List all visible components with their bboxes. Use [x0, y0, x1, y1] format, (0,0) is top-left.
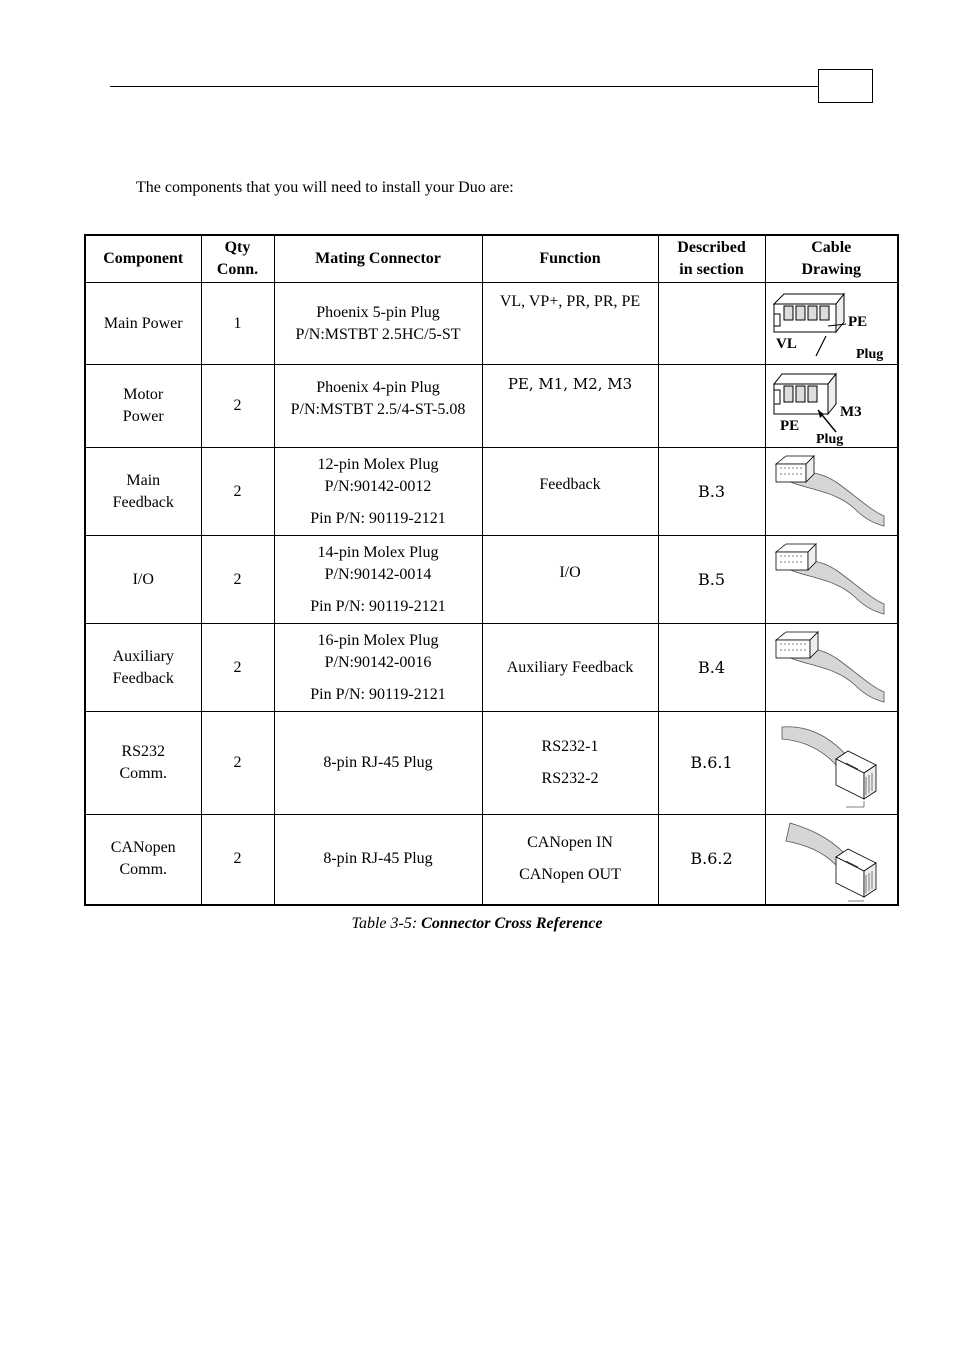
- mating-text: P/N:90142-0016: [324, 653, 432, 671]
- table-header-row: [85, 235, 898, 283]
- component-text: I/O: [132, 570, 154, 588]
- drawing-label-pe: PE: [848, 313, 868, 330]
- component-text: Feedback: [112, 493, 174, 511]
- header-component: Component: [85, 235, 201, 283]
- cell-component: [85, 536, 201, 624]
- header-described-line2: in section: [679, 261, 744, 278]
- mating-text: P/N:90142-0012: [324, 477, 432, 495]
- cell-mating: [274, 815, 482, 905]
- header-drawing: [765, 235, 898, 283]
- drawing-label-pe: PE: [780, 418, 800, 434]
- table-row: [85, 536, 898, 624]
- cell-component: [85, 815, 201, 905]
- phoenix-4pin-plug-drawing: [766, 366, 896, 446]
- table-row: [85, 712, 898, 815]
- cell-mating: [274, 283, 482, 365]
- cell-function: [482, 448, 658, 536]
- mating-text: 8-pin RJ-45 Plug: [323, 850, 433, 868]
- cell-component: [85, 624, 201, 712]
- table-row: [85, 365, 898, 448]
- page-number-box: [818, 69, 873, 103]
- drawing-label-m3: M3: [840, 404, 862, 420]
- mating-text: 14-pin Molex Plug: [317, 543, 439, 561]
- header-qty-line2: Conn.: [216, 261, 259, 278]
- cell-mating: [274, 365, 482, 448]
- cell-function: [482, 536, 658, 624]
- cell-drawing: [765, 365, 898, 448]
- table-row: [85, 815, 898, 905]
- function-text: CANopen IN: [527, 834, 613, 852]
- cell-qty: 2: [201, 536, 274, 624]
- mating-text: 8-pin RJ-45 Plug: [323, 754, 433, 771]
- header-mating: Mating Connector: [274, 235, 482, 283]
- component-text: Comm.: [119, 765, 168, 782]
- component-text: Motor: [123, 386, 164, 403]
- header-qty: [201, 235, 274, 283]
- mating-text: Phoenix 5-pin Plug: [316, 303, 440, 321]
- cell-component: [85, 712, 201, 815]
- function-text: Auxiliary Feedback: [506, 658, 634, 676]
- drawing-label-plug: Plug: [856, 346, 884, 362]
- cell-component: [85, 448, 201, 536]
- rj45-cable-drawing: [766, 815, 896, 903]
- function-text: Feedback: [539, 476, 601, 493]
- cell-drawing: [765, 815, 898, 905]
- mating-text: 12-pin Molex Plug: [317, 455, 439, 473]
- header-function: Function: [482, 235, 658, 283]
- cell-drawing: [765, 283, 898, 365]
- function-text: RS232-1: [541, 738, 599, 755]
- function-text: I/O: [559, 564, 581, 581]
- caption-prefix: Table 3-5:: [351, 915, 422, 932]
- function-text: PE, M1, M2, M3: [507, 375, 633, 393]
- molex-16pin-cable-drawing: [766, 626, 896, 710]
- cell-function: [482, 712, 658, 815]
- cell-qty: 2: [201, 624, 274, 712]
- cell-section: [658, 283, 765, 365]
- cell-component: [85, 283, 201, 365]
- cell-qty: 2: [201, 815, 274, 905]
- cell-function: [482, 365, 658, 448]
- cell-section: B.4: [658, 624, 765, 712]
- cell-function: [482, 283, 658, 365]
- rj45-cable-drawing: [766, 715, 896, 811]
- cell-section: B.6.1: [658, 712, 765, 815]
- function-text: CANopen OUT: [519, 866, 621, 884]
- component-text: RS232: [121, 743, 166, 760]
- header-qty-line1: Qty: [224, 239, 251, 256]
- cell-qty: 2: [201, 448, 274, 536]
- cell-component: [85, 365, 201, 448]
- drawing-label-plug: Plug: [816, 432, 844, 446]
- cell-function: [482, 624, 658, 712]
- mating-pin-text: Pin P/N: 90119-2121: [310, 597, 446, 615]
- mating-text: Phoenix 4-pin Plug: [316, 379, 440, 396]
- table-row: [85, 624, 898, 712]
- function-text: VL, VP+, PR, PR, PE: [499, 293, 641, 310]
- cell-mating: [274, 712, 482, 815]
- cell-drawing: [765, 712, 898, 815]
- cell-section: B.5: [658, 536, 765, 624]
- molex-12pin-cable-drawing: [766, 450, 896, 534]
- header-drawing-line2: Drawing: [801, 261, 862, 278]
- cell-qty: 2: [201, 365, 274, 448]
- table-row: [85, 448, 898, 536]
- component-text: Main Power: [103, 314, 183, 332]
- component-text: Power: [122, 408, 164, 425]
- table-caption: [0, 915, 954, 933]
- component-text: Comm.: [119, 861, 168, 879]
- caption-title: Connector Cross Reference: [421, 915, 603, 932]
- mating-pin-text: Pin P/N: 90119-2121: [310, 509, 446, 527]
- connector-cross-reference-table: [84, 234, 899, 906]
- mating-text: P/N:MSTBT 2.5HC/5-ST: [295, 325, 461, 343]
- cell-drawing: [765, 448, 898, 536]
- table-row: [85, 283, 898, 365]
- cell-section: B.6.2: [658, 815, 765, 905]
- cell-drawing: [765, 536, 898, 624]
- cell-function: [482, 815, 658, 905]
- mating-pin-text: Pin P/N: 90119-2121: [310, 685, 446, 703]
- component-text: Main: [126, 471, 161, 489]
- header-described: [658, 235, 765, 283]
- header-described-line1: Described: [677, 239, 746, 256]
- component-text: Auxiliary: [112, 647, 174, 665]
- cell-section: B.3: [658, 448, 765, 536]
- cell-mating: [274, 624, 482, 712]
- phoenix-5pin-plug-drawing: [766, 284, 896, 364]
- component-text: CANopen: [110, 839, 176, 857]
- cell-qty: 1: [201, 283, 274, 365]
- cell-mating: [274, 448, 482, 536]
- cell-qty: 2: [201, 712, 274, 815]
- cell-drawing: [765, 624, 898, 712]
- cell-mating: [274, 536, 482, 624]
- component-text: Feedback: [112, 669, 174, 687]
- function-text: RS232-2: [541, 770, 599, 787]
- mating-text: 16-pin Molex Plug: [317, 631, 439, 649]
- mating-text: P/N:MSTBT 2.5/4-ST-5.08: [290, 401, 466, 418]
- intro-text: The components that you will need to install your Duo are:: [136, 179, 514, 196]
- mating-text: P/N:90142-0014: [324, 565, 432, 583]
- molex-14pin-cable-drawing: [766, 538, 896, 622]
- drawing-label-vl: VL: [776, 335, 798, 352]
- cell-section: [658, 365, 765, 448]
- header-drawing-line1: Cable: [811, 239, 852, 256]
- header-rule: [110, 86, 818, 87]
